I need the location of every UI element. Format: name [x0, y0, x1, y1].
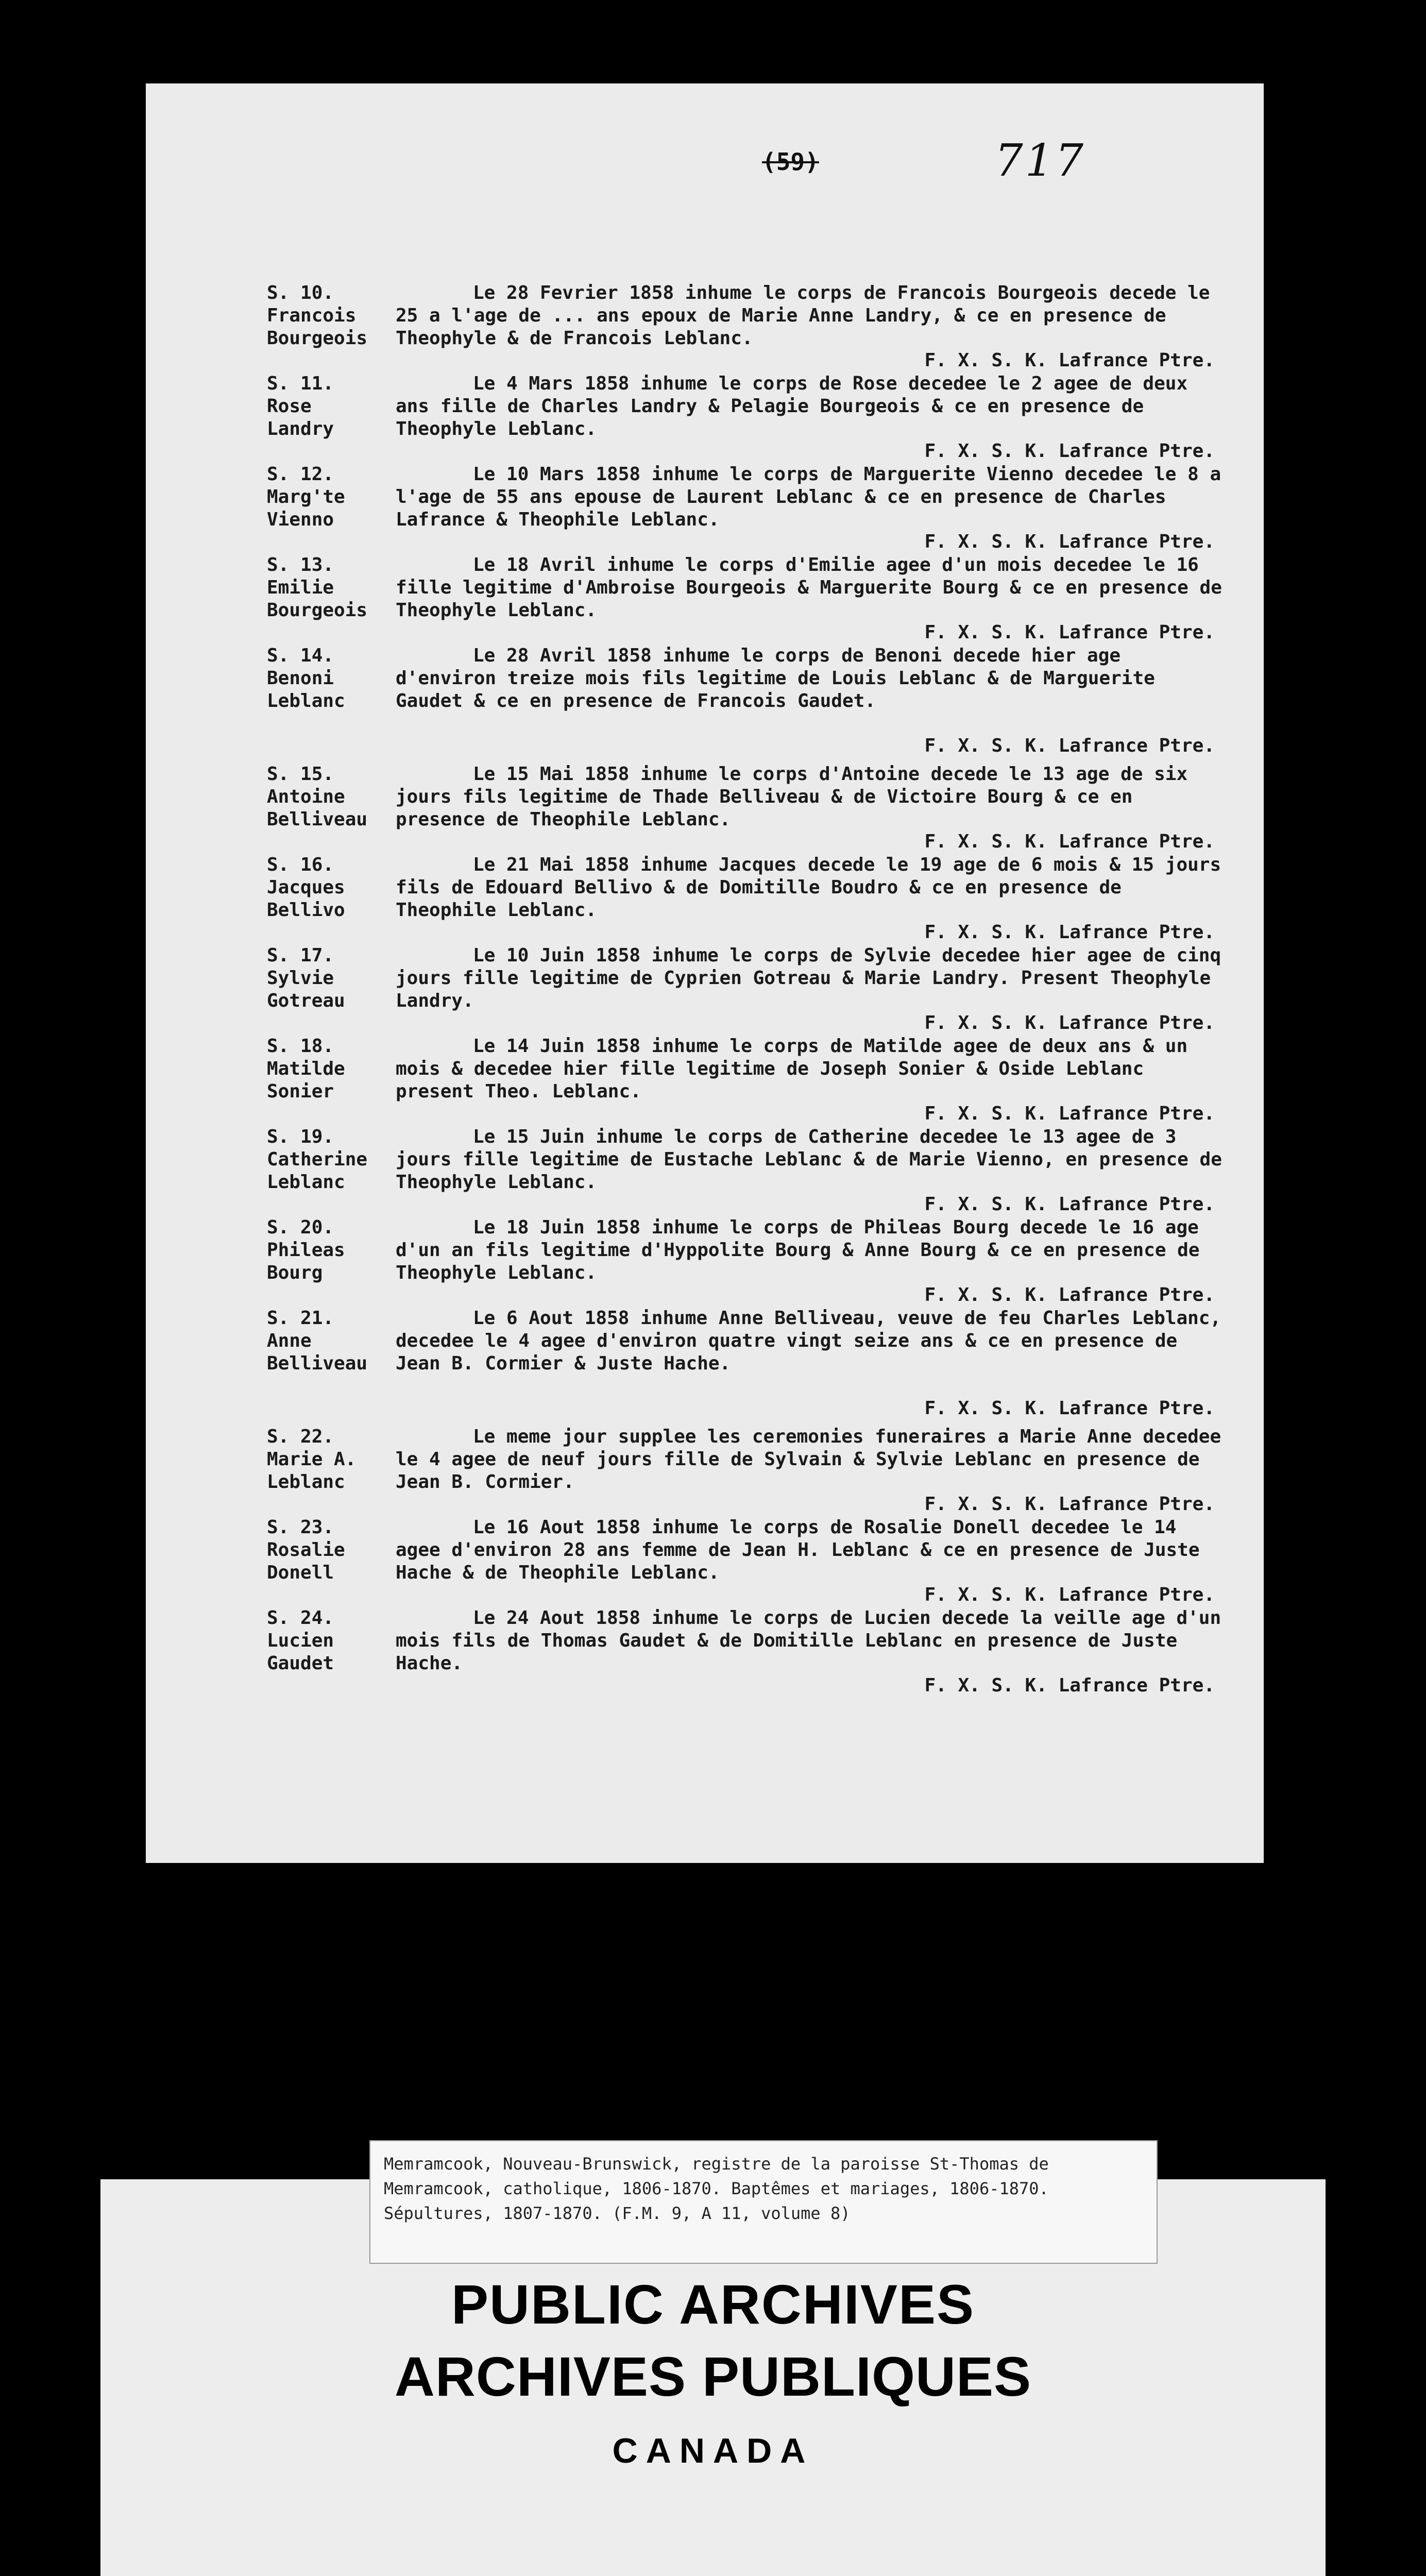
burial-entry — [267, 463, 1235, 554]
entry-text: Le 28 Fevrier 1858 inhume le corps de Francois Bourgeois decede le 25 a l'age de ... ans epoux de Marie Anne Landry, & ce en presence de Theophyle & de Francois Leblanc. — [396, 282, 1210, 349]
entry-label: S. 18. Matilde Sonier — [267, 1036, 345, 1102]
burial-entry — [267, 763, 1235, 854]
burial-entry — [267, 1607, 1235, 1698]
entry-text: Le meme jour supplee les ceremonies funeraires a Marie Anne decedee le 4 agee de neuf jours fille de Sylvain & Sylvie Leblanc en presence de Jean B. Cormier. — [396, 1426, 1221, 1493]
entry-signature: F. X. S. K. Lafrance Ptre. — [924, 1284, 1215, 1306]
archive-citation: Memramcook, Nouveau-Brunswick, registre de la paroisse St-Thomas de Memramcook, catholique, 1806-1870. Baptêmes et mariages, 1806-1870. Sépultures, 1807-1870. (F.M. 9, A 11, volume 8) — [369, 2140, 1158, 2264]
entry-signature: F. X. S. K. Lafrance Ptre. — [924, 1675, 1215, 1696]
burial-entry — [267, 1216, 1235, 1307]
entry-text: Le 18 Avril inhume le corps d'Emilie agee d'un mois decedee le 16 fille legitime d'Ambroise Bourgeois & Marguerite Bourg & ce en presence de Theophyle Leblanc. — [396, 554, 1222, 621]
entry-signature: F. X. S. K. Lafrance Ptre. — [924, 1584, 1215, 1605]
entry-label: S. 19. Catherine Leblanc — [267, 1126, 368, 1193]
entry-text: Le 10 Juin 1858 inhume le corps de Sylvie decedee hier agee de cinq jours fille legitime de Cyprien Gotreau & Marie Landry. Present Theophyle Landry. — [396, 945, 1221, 1011]
burial-entry — [267, 1307, 1235, 1426]
register-page — [146, 83, 1264, 1863]
entry-text: Le 28 Avril 1858 inhume le corps de Benoni decede hier age d'environ treize mois fils legitime de Louis Leblanc & de Marguerite Gaudet & ce en presence de Francois Gaudet. — [396, 645, 1155, 711]
entry-signature: F. X. S. K. Lafrance Ptre. — [924, 831, 1215, 852]
page-number: (59) — [762, 148, 819, 176]
entry-signature: F. X. S. K. Lafrance Ptre. — [924, 350, 1215, 371]
archives-publiques-label: ARCHIVES PUBLIQUES — [394, 2345, 1032, 2408]
entry-label: S. 14. Benoni Leblanc — [267, 645, 345, 711]
entry-label: S. 24. Lucien Gaudet — [267, 1607, 334, 1674]
burial-entry — [267, 1516, 1235, 1607]
burial-entry — [267, 554, 1235, 645]
entry-label: S. 23. Rosalie Donell — [267, 1517, 345, 1583]
burial-entry — [267, 944, 1235, 1035]
entry-text: Le 4 Mars 1858 inhume le corps de Rose decedee le 2 agee de deux ans fille de Charles Landry & Pelagie Bourgeois & ce en presence de Theophyle Leblanc. — [396, 373, 1188, 439]
entry-text: Le 18 Juin 1858 inhume le corps de Phileas Bourg decede le 16 age d'un an fils legitime d'Hyppolite Bourg & Anne Bourg & ce en presence de Theophyle Leblanc. — [396, 1217, 1200, 1283]
burial-entry — [267, 1126, 1235, 1216]
folio-number: 717 — [995, 135, 1086, 187]
entry-label: S. 21. Anne Belliveau — [267, 1308, 368, 1374]
entry-signature: F. X. S. K. Lafrance Ptre. — [924, 531, 1215, 552]
entry-text: Le 21 Mai 1858 inhume Jacques decede le 19 age de 6 mois & 15 jours fils de Edouard Bellivo & de Domitille Boudro & ce en presence de Theophile Leblanc. — [396, 854, 1221, 921]
canada-label: CANADA — [612, 2431, 814, 2470]
entry-label: S. 13. Emilie Bourgeois — [267, 554, 368, 621]
entry-label: S. 16. Jacques Bellivo — [267, 854, 345, 921]
burial-entries — [267, 282, 1235, 1698]
entry-text: Le 14 Juin 1858 inhume le corps de Matilde agee de deux ans & un mois & decedee hier fille legitime de Joseph Sonier & Oside Leblanc present Theo. Leblanc. — [396, 1036, 1188, 1102]
public-archives-label: PUBLIC ARCHIVES — [451, 2273, 975, 2335]
entry-signature: F. X. S. K. Lafrance Ptre. — [924, 922, 1215, 943]
entry-signature: F. X. S. K. Lafrance Ptre. — [924, 1398, 1215, 1419]
entry-text: Le 15 Mai 1858 inhume le corps d'Antoine decede le 13 age de six jours fils legitime de Thade Belliveau & de Victoire Bourg & ce en presence de Theophile Leblanc. — [396, 764, 1188, 830]
burial-entry — [267, 854, 1235, 944]
entry-label: S. 22. Marie A. Leblanc — [267, 1426, 356, 1493]
entry-text: Le 6 Aout 1858 inhume Anne Belliveau, veuve de feu Charles Leblanc, decedee le 4 agee d'environ quatre vingt seize ans & ce en presence de Jean B. Cormier & Juste Hache. — [396, 1308, 1221, 1374]
archive-card — [100, 2154, 1326, 2576]
burial-entry — [267, 372, 1235, 463]
entry-signature: F. X. S. K. Lafrance Ptre. — [924, 1103, 1215, 1124]
burial-entry — [267, 282, 1235, 372]
entry-signature: F. X. S. K. Lafrance Ptre. — [924, 1494, 1215, 1515]
entry-label: S. 15. Antoine Belliveau — [267, 764, 368, 830]
entry-text: Le 24 Aout 1858 inhume le corps de Lucien decede la veille age d'un mois fils de Thomas Gaudet & de Domitille Leblanc en presence de Juste Hache. — [396, 1607, 1221, 1674]
entry-label: S. 10. Francois Bourgeois — [267, 282, 368, 349]
entry-label: S. 20. Phileas Bourg — [267, 1217, 345, 1283]
entry-signature: F. X. S. K. Lafrance Ptre. — [924, 1012, 1215, 1033]
entry-signature: F. X. S. K. Lafrance Ptre. — [924, 440, 1215, 462]
burial-entry — [267, 1035, 1235, 1126]
entry-signature: F. X. S. K. Lafrance Ptre. — [924, 622, 1215, 643]
entry-text: Le 16 Aout 1858 inhume le corps de Rosalie Donell decedee le 14 agee d'environ 28 ans femme de Jean H. Leblanc & ce en presence de Juste Hache & de Theophile Leblanc. — [396, 1517, 1200, 1583]
entry-label: S. 11. Rose Landry — [267, 373, 334, 439]
burial-entry — [267, 645, 1235, 763]
burial-entry — [267, 1426, 1235, 1516]
entry-text: Le 15 Juin inhume le corps de Catherine decedee le 13 agee de 3 jours fille legitime de Eustache Leblanc & de Marie Vienno, en presence de Theophyle Leblanc. — [396, 1126, 1222, 1193]
entry-label: S. 12. Marg'te Vienno — [267, 464, 345, 530]
entry-label: S. 17. Sylvie Gotreau — [267, 945, 345, 1011]
entry-signature: F. X. S. K. Lafrance Ptre. — [924, 1194, 1215, 1215]
entry-text: Le 10 Mars 1858 inhume le corps de Marguerite Vienno decedee le 8 a l'age de 55 ans epouse de Laurent Leblanc & ce en presence de Charles Lafrance & Theophile Leblanc. — [396, 464, 1221, 530]
entry-signature: F. X. S. K. Lafrance Ptre. — [924, 735, 1215, 756]
